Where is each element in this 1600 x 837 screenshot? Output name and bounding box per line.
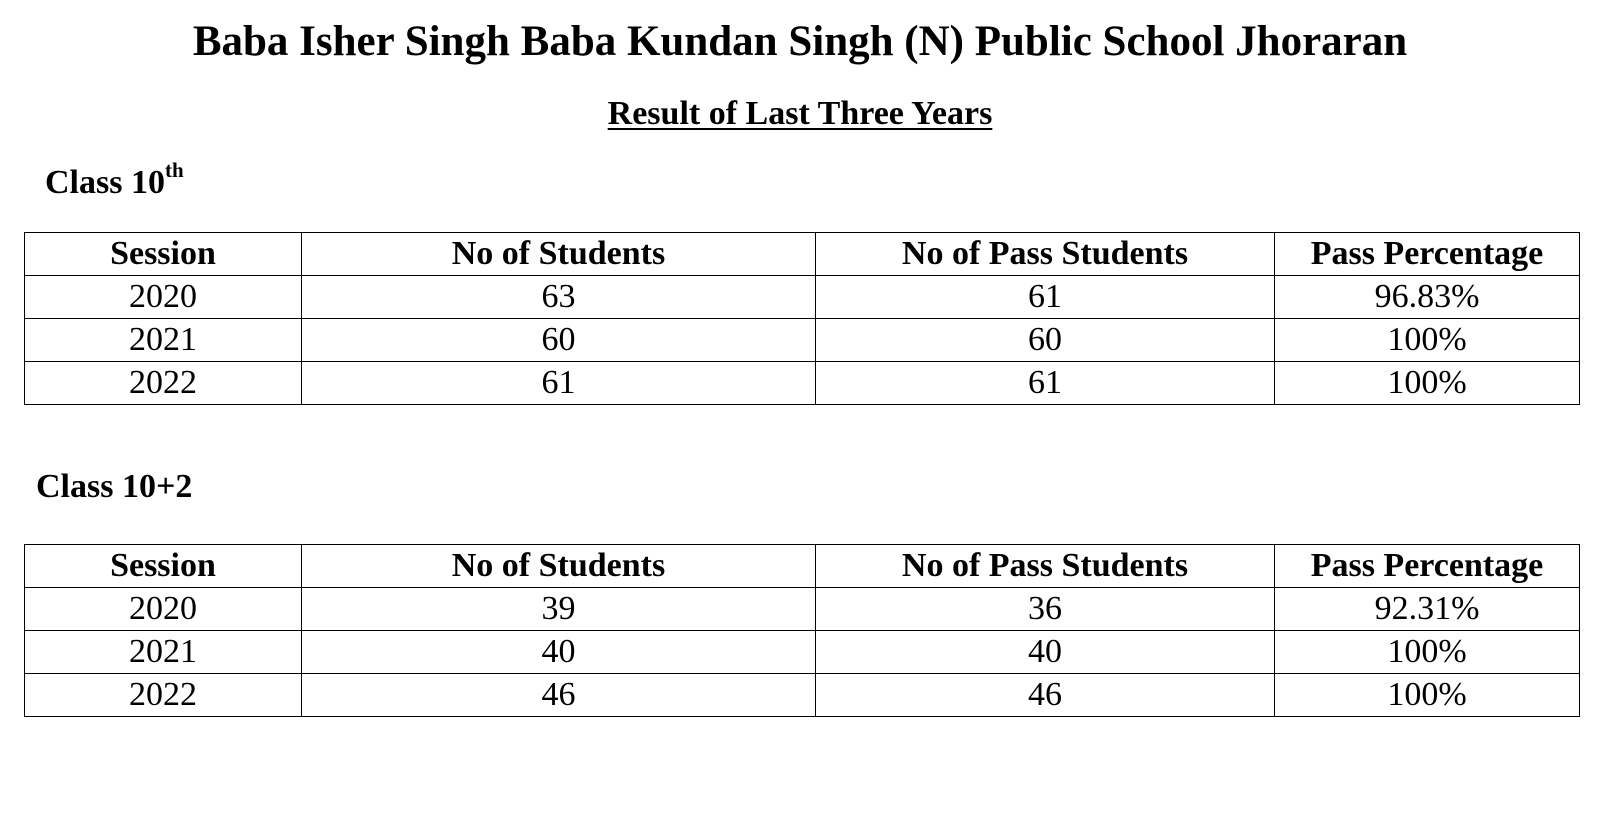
students-cell: 39: [302, 588, 816, 631]
session-cell: 2020: [25, 276, 302, 319]
table-row: [25, 674, 1580, 717]
session-cell: 2022: [25, 362, 302, 405]
table-row: [25, 319, 1580, 362]
column-header-no-of-students: No of Students: [302, 545, 816, 588]
school-title: Baba Isher Singh Baba Kundan Singh (N) Public School Jhoraran: [192, 18, 1408, 65]
session-cell: 2021: [25, 319, 302, 362]
pass-students-cell: 46: [816, 674, 1275, 717]
column-header-no-of-pass-students: No of Pass Students: [816, 545, 1275, 588]
class-12-result-table: [24, 544, 1580, 717]
column-header-pass-percentage: Pass Percentage: [1275, 233, 1580, 276]
class-12-heading: Class 10+2: [36, 468, 193, 505]
pass-students-cell: 60: [816, 319, 1275, 362]
session-cell: 2022: [25, 674, 302, 717]
column-header-no-of-students: No of Students: [302, 233, 816, 276]
class-10-heading-suffix: th: [164, 158, 184, 182]
session-cell: 2021: [25, 631, 302, 674]
class-10-result-table: [24, 232, 1580, 405]
page-subtitle: [0, 94, 1600, 134]
column-header-pass-percentage: Pass Percentage: [1275, 545, 1580, 588]
table-header-row: [25, 233, 1580, 276]
pass-percentage-cell: 100%: [1275, 631, 1580, 674]
students-cell: 60: [302, 319, 816, 362]
column-header-no-of-pass-students: No of Pass Students: [816, 233, 1275, 276]
pass-percentage-cell: 100%: [1275, 362, 1580, 405]
table-row: [25, 631, 1580, 674]
pass-students-cell: 36: [816, 588, 1275, 631]
students-cell: 61: [302, 362, 816, 405]
table-row: [25, 362, 1580, 405]
column-header-session: Session: [25, 545, 302, 588]
table-row: [25, 588, 1580, 631]
pass-students-cell: 61: [816, 276, 1275, 319]
session-cell: 2020: [25, 588, 302, 631]
pass-percentage-cell: 100%: [1275, 674, 1580, 717]
students-cell: 46: [302, 674, 816, 717]
class-10-heading-text: Class 10: [45, 164, 165, 201]
pass-percentage-cell: 92.31%: [1275, 588, 1580, 631]
pass-percentage-cell: 100%: [1275, 319, 1580, 362]
column-header-session: Session: [25, 233, 302, 276]
table-row: [25, 276, 1580, 319]
pass-students-cell: 40: [816, 631, 1275, 674]
students-cell: 63: [302, 276, 816, 319]
class-10-heading: [45, 158, 184, 206]
pass-percentage-cell: 96.83%: [1275, 276, 1580, 319]
subtitle-text: Result of Last Three Years: [607, 95, 993, 132]
pass-students-cell: 61: [816, 362, 1275, 405]
students-cell: 40: [302, 631, 816, 674]
table-header-row: [25, 545, 1580, 588]
